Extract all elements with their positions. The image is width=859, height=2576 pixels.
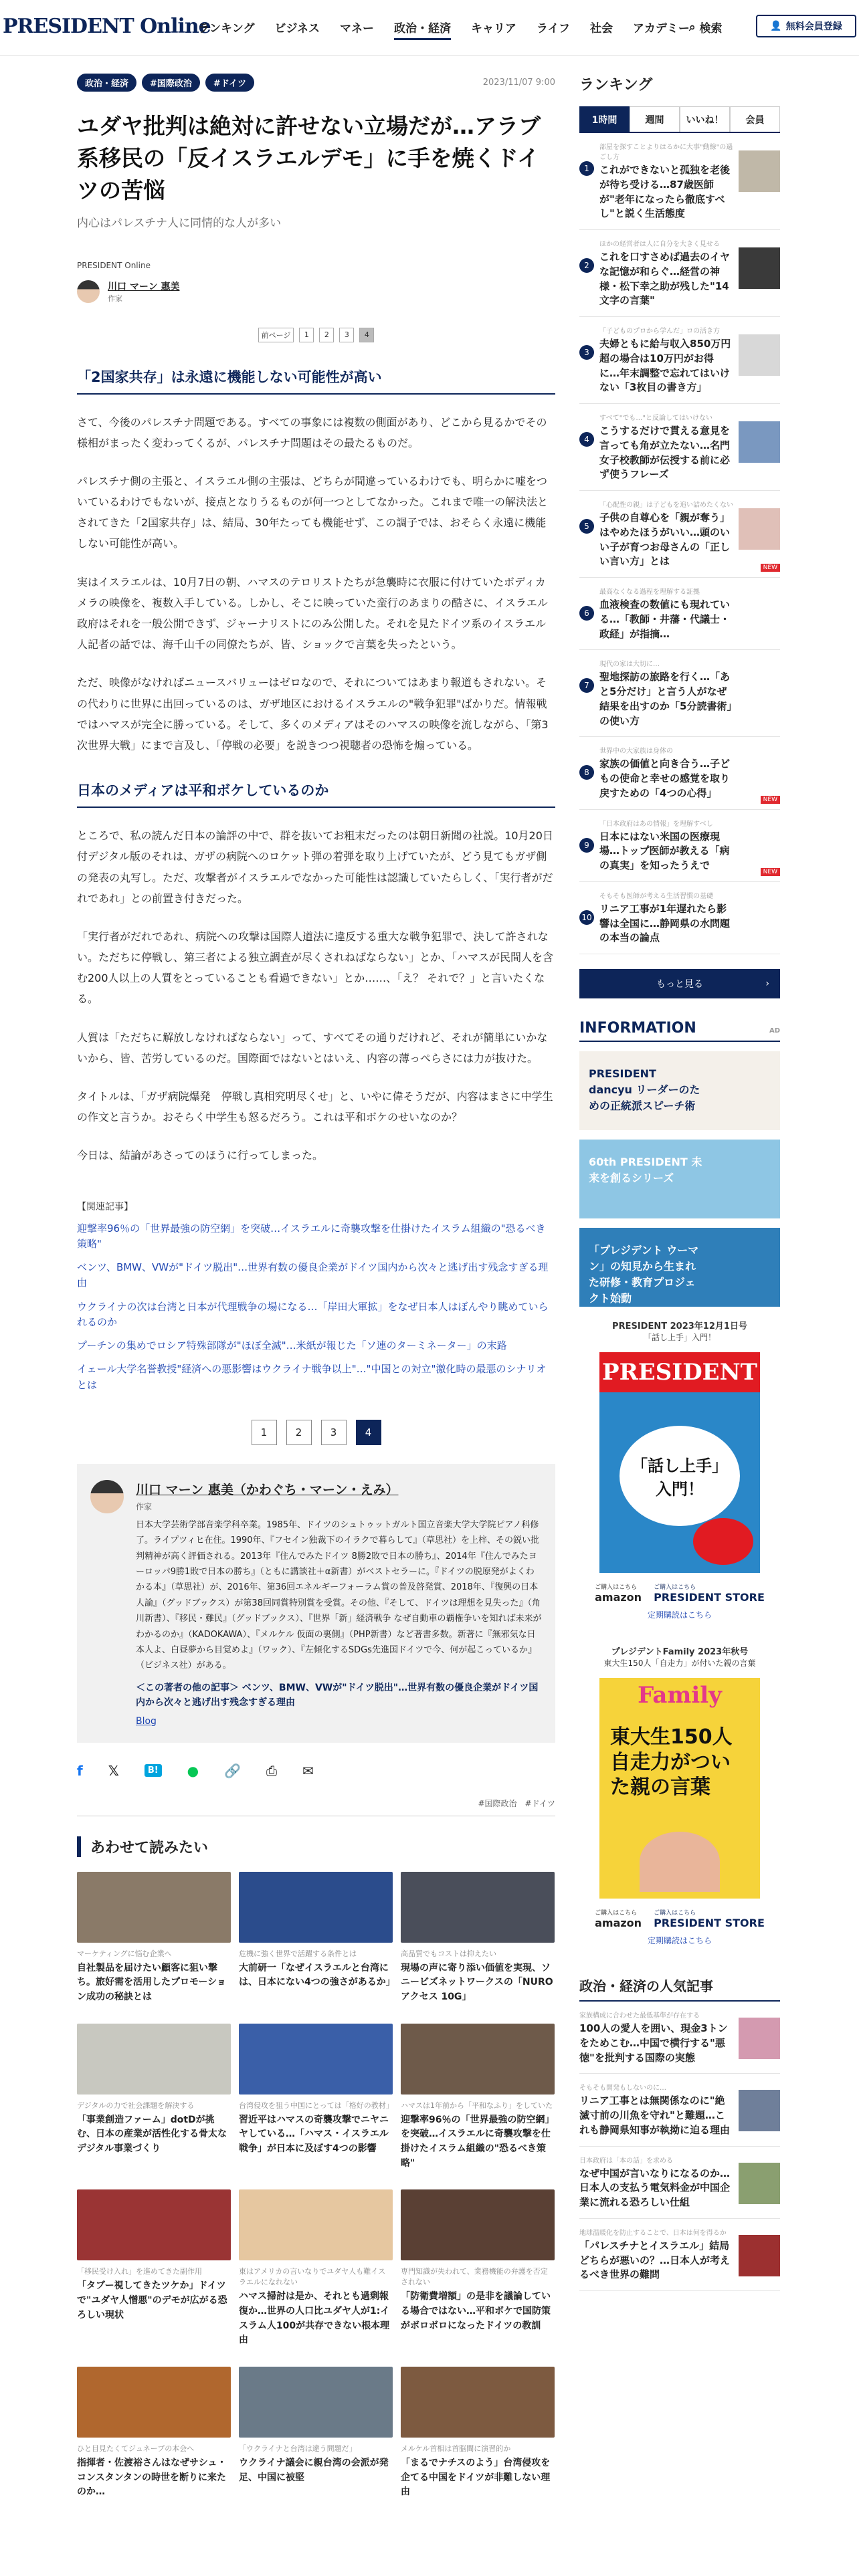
card-title: ウクライナ議会に親台湾の会派が発足、中国に被堅 <box>239 2458 389 2483</box>
search-icon: ⌕ <box>689 20 696 34</box>
ranking-item[interactable] <box>579 882 780 954</box>
amazon-label-1: amazon <box>595 1591 642 1604</box>
site-logo[interactable]: PRESIDENT Online <box>3 15 211 38</box>
popular-lead: 地球温暖化を防止することで、日本は何を得るか <box>579 2229 727 2237</box>
ranking-lead: 世界中の大家族は身体の <box>599 748 673 756</box>
popular-item[interactable] <box>579 2002 780 2074</box>
also-read-card[interactable] <box>239 2024 393 2171</box>
pager-page-button[interactable]: 3 <box>339 328 354 342</box>
card-thumbnail <box>77 2189 231 2260</box>
magazine-1-cover[interactable] <box>599 1352 760 1573</box>
ranking-lead: ほかの経営者は人に自分を大きく見せる <box>599 241 720 248</box>
also-read-card[interactable] <box>77 2367 231 2500</box>
magazine-2-cover[interactable] <box>599 1678 760 1899</box>
ranking-list <box>579 133 780 954</box>
ranking-title: こうするだけで貫える意見を言っても角が立たない…名門女子校教師が伝授する前に必ず使うフレーズ <box>599 425 731 481</box>
card-thumbnail <box>77 2024 231 2095</box>
hashtags[interactable]: #国際政治 #ドイツ <box>77 1798 555 1816</box>
info-banners <box>579 1051 780 1307</box>
card-lead: 東はアメリカの言いなりでユダヤ人も難イスラエルになれない <box>239 2267 386 2287</box>
ranking-lead: 最高なくなる過程を理解する証拠 <box>599 588 700 596</box>
pager-page-button[interactable]: 1 <box>299 328 314 342</box>
ranking-item[interactable] <box>579 317 780 404</box>
magazine-2-photo <box>640 1832 720 1892</box>
ranking-title: 家族の価値と向き合う…子どもの使命と幸せの感覚を取り戻すための「4つの心得」 <box>599 758 731 799</box>
hatena-icon[interactable]: B! <box>145 1764 162 1777</box>
card-thumbnail <box>401 2189 555 2260</box>
magazine-1-title: PRESIDENT 2023年12月1日号 <box>612 1321 747 1331</box>
magazine-2-masthead: Family <box>638 1682 722 1709</box>
popular-text <box>579 2010 732 2065</box>
chevron-right-icon: › <box>765 978 769 989</box>
card-lead: 「ウクライナと台湾は違う問題だ」 <box>239 2444 357 2454</box>
info-banner[interactable] <box>579 1140 780 1218</box>
register-button[interactable] <box>756 15 856 37</box>
ranking-number: 10 <box>579 910 594 925</box>
register-label: 無料会員登録 <box>785 21 842 32</box>
search-button[interactable] <box>689 19 723 35</box>
ad-label: AD <box>769 1027 780 1035</box>
pager-page-button[interactable]: 2 <box>319 328 334 342</box>
body-paragraph: ところで、私の読んだ日本の論評の中で、群を抜いてお粗末だったのは朝日新聞の社説。10月20日付デジタル版のそれは、ガザの病院へのロケット弾の着弾を取り上げていたが、どう見てもガザ側の発表の丸写し。ただ、攻撃者がイスラエルでなかった可能性は認識していたらしく、「実行者がだれであれ」との前置き付きだった。 <box>77 829 553 905</box>
popular-item[interactable] <box>579 2147 780 2219</box>
search-label: 検索 <box>699 22 723 35</box>
site-header <box>0 0 859 56</box>
ranking-item[interactable] <box>579 737 780 809</box>
ranking-item[interactable] <box>579 578 780 650</box>
also-read-card[interactable] <box>239 2189 393 2348</box>
banner-label: 60th PRESIDENT 未来を創るシリーズ <box>589 1156 702 1184</box>
nav-item[interactable]: 社会 <box>589 22 613 35</box>
magazine-1-badge <box>693 1518 753 1565</box>
publish-date: 2023/11/07 9:00 <box>482 78 555 88</box>
article-source: PRESIDENT Online <box>77 260 151 270</box>
magazine-2-caption <box>579 1644 780 1669</box>
ranking-lead: そもそも医師が考える生活習慣の基礎 <box>599 892 713 900</box>
profile-more-link[interactable]: ＜この著者の他の記事＞ ベンツ、BMW、VWが"ドイツ脱出"…世界有数の優良企業がドイツ国内から次々と逃げ出す残念すぎる理由 <box>136 1682 539 1709</box>
magazine-2-stores <box>579 1908 780 1929</box>
body-paragraph: 人質は「ただちに解放しなければならない」って、すべてその通りだけれど、それが簡単にいかないから、皆、苦労しているのだ。国際面ではないとはいえ、内容の薄っぺらさには力が抜けた。 <box>77 1031 548 1065</box>
also-read-grid <box>77 1872 555 2500</box>
popular-thumbnail <box>739 2018 780 2059</box>
also-read-card[interactable] <box>401 2367 555 2500</box>
popular-text <box>579 2155 732 2210</box>
profile-avatar <box>90 1480 124 1513</box>
card-lead: 高品質でもコストは抑えたい <box>401 1949 496 1958</box>
ranking-lead: すべて"でも…"と反論してはいけない <box>599 415 712 422</box>
ranking-item[interactable] <box>579 133 780 230</box>
banner-label: 「プレジデント ウーマン」の知見から生まれた研修・教育プロジェクト始動 <box>589 1244 699 1305</box>
pager-prev-button[interactable]: 前ページ <box>258 328 294 342</box>
tag-badge[interactable]: #ドイツ <box>205 74 254 92</box>
ranking-text <box>599 238 733 308</box>
new-badge: NEW <box>761 564 780 572</box>
ranking-tab[interactable]: 1時間 <box>579 106 630 132</box>
ranking-item[interactable] <box>579 810 780 882</box>
popular-lead: 家族構成に合わせた最低基準が存在する <box>579 2012 700 2020</box>
ranking-number: 9 <box>579 838 594 853</box>
card-thumbnail <box>239 2189 393 2260</box>
body-paragraph: 今日は、結論があさってのほうに行ってしまった。 <box>77 1149 324 1162</box>
ranking-item[interactable] <box>579 650 780 737</box>
print-icon[interactable]: ⎙ <box>266 1762 278 1779</box>
ranking-tab[interactable]: 週間 <box>630 106 680 132</box>
ranking-lead: 部屋を探すことよりはるかに大事"動線"の過ごし方 <box>599 144 733 161</box>
popular-lead: 日本政府は「本の話」を求める <box>579 2157 673 2165</box>
also-read-card[interactable] <box>401 2024 555 2171</box>
popular-thumbnail <box>739 2090 780 2131</box>
nav-item[interactable]: 政治・経済 <box>394 19 451 40</box>
also-read-card[interactable] <box>401 1872 555 2005</box>
pager-page-button[interactable]: 2 <box>286 1420 312 1445</box>
share-bar <box>77 1763 555 1779</box>
popular-text <box>579 2082 732 2137</box>
card-lead: 危機に強く世界で活躍する条件とは <box>239 1949 357 1958</box>
card-thumbnail <box>401 2367 555 2438</box>
store-label-1: PRESIDENT STORE <box>654 1591 765 1604</box>
popular-title: なぜ中国が言いなりになるのか…日本人の支払う電気料金が中国企業に流れる恐ろしい仕組 <box>579 2167 731 2208</box>
amazon-link-1[interactable] <box>595 1582 642 1604</box>
ranking-thumbnail <box>739 247 780 289</box>
ranking-thumbnail <box>739 667 780 709</box>
pager-page-button[interactable]: 3 <box>321 1420 347 1445</box>
profile-role: 作家 <box>136 1501 153 1511</box>
related-link[interactable]: イェール大学名誉教授"経済への悪影響はウクライナ戦争以上"…"中国との対立"激化時の最悪のシナリオとは <box>77 1363 547 1391</box>
store-label-2: PRESIDENT STORE <box>654 1917 765 1929</box>
info-title: INFORMATION <box>579 1020 696 1037</box>
card-thumbnail <box>239 2367 393 2438</box>
ranking-tab[interactable]: 会員 <box>730 106 780 132</box>
card-title: 習近平はハマスの奇襲攻撃でニヤニヤしている…「ハマス・イスラエル戦争」が日本に及ぼす4つの影響 <box>239 2114 389 2154</box>
related-list <box>77 1221 555 1393</box>
related-articles <box>77 1200 555 1393</box>
ranking-item[interactable] <box>579 404 780 491</box>
ranking-title: リニア工事が1年遅れたら影響は全国に…静岡県の水問題の本当の論点 <box>599 902 731 944</box>
amazon-small-1: ご購入はこちら <box>595 1584 638 1591</box>
info-banner[interactable] <box>579 1051 780 1130</box>
body-paragraph: さて、今後のパレスチナ問題である。すべての事象には複数の側面があり、どこから見るかでその様相がまったく変わってくるが、パレスチナ問題はその最たるものだ。 <box>77 415 547 449</box>
amazon-label-2: amazon <box>595 1917 642 1929</box>
body-paragraph: タイトルは、「ガザ病院爆発 停戦し真相究明尽くせ」と、いやに偉そうだが、内容はまさに中学生の作文と言うか。おそらく中学生も怒るだろう。これは平和ボケのせいなのか？ <box>77 1090 553 1124</box>
card-thumbnail <box>401 2024 555 2095</box>
pager-page-button[interactable]: 1 <box>252 1420 277 1445</box>
card-lead: ハマスは1年前から「平和なふり」をしていた <box>401 2101 553 2110</box>
ranking-heading: ランキング <box>579 77 653 94</box>
ranking-number: 7 <box>579 678 594 693</box>
card-title: 指揮者・佐渡裕さんはなぜサシュ・コンスタンタンの時世を断りに来たのか… <box>77 2458 227 2498</box>
ranking-text <box>599 818 733 873</box>
ranking-thumbnail <box>739 334 780 376</box>
popular-list <box>579 2002 780 2291</box>
president-store-link-1[interactable] <box>654 1582 765 1604</box>
main-nav <box>198 19 690 40</box>
ranking-text <box>599 499 733 569</box>
body-paragraph: 実はイスラエルは、10月7日の朝、ハマスのテロリストたちが急襲時に衣服に付けていたボディカメラの映像を、複数入手している。しかし、そこに映っていた蛮行のあまりの酷さに、イスラエル政府はそれを一般公開できず、ジャーナリストにのみ公開した。それを見たドイツ系のイスラエル人記者の話では、海千山千の同僚たちが、皆、ショックで言葉を失ったという。 <box>77 575 548 651</box>
ranking-lead: 「日本政府はあの情報」を理解すべし <box>599 820 713 828</box>
card-thumbnail <box>401 1872 555 1943</box>
user-icon: 👤 <box>770 21 782 31</box>
magazine-1-masthead: PRESIDENT <box>599 1352 760 1392</box>
nav-item[interactable]: ライフ <box>537 22 570 35</box>
card-thumbnail <box>77 1872 231 1943</box>
card-lead: ひと目見たくてジュネーブの本会へ <box>77 2444 195 2454</box>
ranking-title: これを口すさめば過去のイヤな記憶が和らぐ…経営の神様・松下幸之助が残した"14文字の言葉" <box>599 251 731 307</box>
author-row[interactable] <box>77 280 555 304</box>
card-title: 「防衛費増額」の是非を議論している場合ではない…平和ボケで国防策がボロボロになったドイツの教訓 <box>401 2291 551 2331</box>
related-link[interactable]: ベンツ、BMW、VWが"ドイツ脱出"…世界有数の優良企業がドイツ国内から次々と逃げ出す残念すぎる理由 <box>77 1261 549 1289</box>
related-link[interactable]: ウクライナの次は台湾と日本が代理戦争の場になる…「岸田大軍拡」をなぜ日本人はぼんやり眺めていられるのか <box>77 1300 549 1328</box>
article-column <box>77 74 555 2500</box>
ranking-thumbnail <box>739 150 780 192</box>
ranking-number: 8 <box>579 765 594 780</box>
ranking-thumbnail <box>739 508 780 550</box>
ranking-tabs <box>579 106 780 133</box>
popular-item[interactable] <box>579 2074 780 2146</box>
ranking-text <box>599 141 733 221</box>
card-lead: メルケル首相は首脳間に演習的か <box>401 2444 511 2454</box>
profile-bio: 日本大学芸術学部音楽学科卒業。1985年、ドイツのシュトゥットガルト国立音楽大学大学院ピアノ科修了。ライプツィヒ在住。1990年、『フセイン独裁下のイラクで暮らして』（草思社）を上梓、その鋭い批判精神が高く評価される。2013年『住んでみたドイツ 8勝2敗で日本の勝ち』、2014年『住んでみたヨーロッパ9勝1敗で日本の勝ち』（ともに講談社＋α新書）がベストセラーに。『ドイツの脱原発がよくわかる本』（草思社）が、2016年、第36回エネルギーフォーラム賞の普及啓発賞、2018年、『復興の日本人論』（グッドブックス）が第38回同賞特別賞を受賞。その他、『そして、ドイツは理想を見失った』（角川新書）、『移民・難民』（グッドブックス）、『世界「新」経済戦争 なぜ自動車の覇権争いを知れば未来がわかるのか』（KADOKAWA）、『メルケル 仮面の裏側』（PHP新書）など著書多数。新著に『無邪気な日本人よ、白昼夢から目覚めよ』（ワック）、『左傾化するSDGs先進国ドイツで今、何が起こっているか』（ビジネス社）がある。 <box>136 1519 542 1671</box>
card-lead: 「移民受け入れ」を進めてきた副作用 <box>77 2267 202 2276</box>
pager-top <box>77 328 555 342</box>
ranking-thumbnail <box>739 421 780 463</box>
magazine-2-title: プレジデントFamily 2023年秋号 <box>611 1647 749 1657</box>
pager-page-button[interactable]: 4 <box>356 1420 381 1445</box>
magazine-1-stores <box>579 1582 780 1604</box>
pager-bottom <box>77 1420 555 1445</box>
link-icon[interactable]: 🔗 <box>224 1762 242 1779</box>
amazon-link-2[interactable] <box>595 1908 642 1929</box>
banner-label: PRESIDENT dancyu リーダーのための正統派スピーチ術 <box>589 1067 700 1112</box>
also-read-card[interactable] <box>239 1872 393 2005</box>
ranking-thumbnail <box>739 754 780 796</box>
author-role: 作家 <box>108 294 122 303</box>
popular-title: 100人の愛人を囲い、現金3トンをためこむ…中国で横行する"悪徳"を批判する国際の実態 <box>579 2022 728 2064</box>
body-paragraph: 「実行者がだれであれ、病院への攻撃は国際人道法に違反する重大な戦争犯罪で、決して許されない。ただちに停戦し、第三者による独立調査が尽くされねばならない」とか、「ハマスが民間人を含む200人以上の人質をとっていることも看過できない」とか……、「え？ それで？」と言いたくなる。 <box>77 930 554 1006</box>
x-icon[interactable]: 𝕏 <box>108 1762 119 1779</box>
card-title: 迎撃率96％の「世界最強の防空網」を突破…イスラエルに奇襲攻撃を仕掛けたイスラム組織の"恐るべき策略" <box>401 2114 555 2169</box>
subscribe-link-2[interactable]: 定期購読はこちら <box>647 1936 712 1945</box>
card-title: 「事業創造ファーム」dotDが挑む、日本の産業が活性化する骨太なデジタル事業づくり <box>77 2114 227 2154</box>
related-link[interactable]: 迎撃率96％の「世界最強の防空網」を突破…イスラエルに奇襲攻撃を仕掛けたイスラム組織の"恐るべき策略" <box>77 1222 546 1250</box>
profile-blog-link[interactable]: Blog <box>136 1715 157 1727</box>
card-thumbnail <box>239 1872 393 1943</box>
article-body <box>77 366 555 1166</box>
ranking-lead: 「心配性の親」は子どもを追い詰めたくない <box>599 502 733 509</box>
ranking-number: 3 <box>579 345 594 360</box>
card-lead: マーケティングに悩む企業へ <box>77 1949 172 1958</box>
tag-badge[interactable]: 政治・経済 <box>77 74 136 92</box>
ranking-lead: 現代の家は大切に… <box>599 661 660 669</box>
related-link[interactable]: プーチンの集めでロシア特殊部隊が"ほぼ全滅"…米紙が報じた「ソ連のターミネーター」の末路 <box>77 1339 507 1352</box>
amazon-small-2: ご購入はこちら <box>595 1910 638 1917</box>
nav-item[interactable]: ランキング <box>198 22 255 35</box>
article-subtitle: 内心はパレスチナ人に同情的な人が多い <box>77 216 282 230</box>
also-read-card[interactable] <box>77 1872 231 2005</box>
card-thumbnail <box>77 2367 231 2438</box>
more-label: もっと見る <box>656 979 703 990</box>
profile-name[interactable]: 川口 マーン 惠美（かわぐち・マーン・えみ） <box>136 1482 399 1497</box>
popular-thumbnail <box>739 2235 780 2276</box>
ranking-more-button[interactable] <box>579 969 780 998</box>
magazine-1-caption <box>579 1319 780 1343</box>
ranking-tab[interactable]: いいね！ <box>680 106 730 132</box>
ranking-text <box>599 745 733 800</box>
popular-title: 「パレスチナとイスラエル」結局どちらが悪いの？…日本人が考えるべき世界の難問 <box>579 2239 731 2281</box>
ranking-text <box>599 890 733 946</box>
magazine-1-headline: 「話し上手」入門！ <box>619 1426 740 1526</box>
card-title: 「タブー視してきたツケか」ドイツで"ユダヤ人憎悪"のデモが広がる恐ろしい現状 <box>77 2280 227 2321</box>
nav-item[interactable]: キャリア <box>471 22 516 35</box>
card-lead: デジタルの力で社会課題を解決する <box>77 2101 195 2110</box>
section-heading: 日本のメディアは平和ボケしているのか <box>77 780 555 808</box>
card-thumbnail <box>239 2024 393 2095</box>
ranking-text <box>599 658 733 728</box>
ranking-text <box>599 412 733 482</box>
sidebar <box>579 74 780 2291</box>
ranking-text <box>599 586 733 641</box>
popular-heading: 政治・経済の人気記事 <box>579 1975 780 2002</box>
subscribe-link-1[interactable]: 定期購読はこちら <box>647 1610 712 1620</box>
popular-lead: そもそも開発もしないのに… <box>579 2084 666 2092</box>
also-read-heading: あわせて読みたい <box>77 1836 555 1857</box>
facebook-icon[interactable]: f <box>77 1762 83 1779</box>
body-paragraph: ただ、映像がなければニュースバリューはゼロなので、それについてはあまり報道もされない。その代わりに世界に出回っているのは、ガザ地区におけるイスラエルの"戦争犯罪"ばかりだ。情報戦ではハマスが完全に勝っている。そして、多くのメディアはそのハマスの映像を流しながら、「第3次世界大戦」にまで言及し、「停戦の必要」を説きつつ視聴者の恐怖を煽っている。 <box>77 676 549 752</box>
ranking-number: 1 <box>579 161 594 176</box>
nav-item[interactable]: アカデミー <box>632 22 690 35</box>
magazine-2-headline: 東大生150人自走力がついた親の言葉 <box>610 1725 733 1799</box>
author-profile <box>77 1464 555 1743</box>
ranking-thumbnail <box>739 827 780 869</box>
ranking-title: 子供の自尊心を「親が奪う」はやめたほうがいい…頭のいい子が育つお母さんの「正しい言い方」とは <box>599 512 731 568</box>
nav-item[interactable]: ビジネス <box>274 22 320 35</box>
info-heading <box>579 1020 780 1042</box>
tag-badge[interactable]: #国際政治 <box>142 74 200 92</box>
card-title: 現場の声に寄り添い価値を実現、ソニービズネットワークスの「NUROアクセス 10G」 <box>401 1962 553 2002</box>
popular-thumbnail <box>739 2163 780 2204</box>
article-meta <box>77 74 555 92</box>
new-badge: NEW <box>761 868 780 876</box>
store-small-2: ご購入はこちら <box>654 1910 696 1917</box>
ranking-number: 4 <box>579 432 594 447</box>
author-name[interactable]: 川口 マーン 惠美 <box>108 281 180 292</box>
ranking-number: 2 <box>579 258 594 273</box>
card-lead: 専門知識が失われて、業務機能の弁護を否定されない <box>401 2267 548 2287</box>
new-badge: NEW <box>761 796 780 804</box>
ranking-number: 6 <box>579 606 594 621</box>
popular-title: リニア工事とは無関係なのに"絶滅寸前の川魚を守れ"と難題…これも静岡県知事が執拗に迫る理由 <box>579 2095 731 2136</box>
ranking-item[interactable] <box>579 230 780 317</box>
line-icon[interactable]: ● <box>187 1762 199 1779</box>
ranking-thumbnail <box>739 899 780 941</box>
also-read-card[interactable] <box>401 2189 555 2348</box>
nav-item[interactable]: マネー <box>340 22 374 35</box>
pager-page-button[interactable]: 4 <box>359 328 374 342</box>
body-paragraph: パレスチナ側の主張と、イスラエル側の主張は、どちらが間違っているわけでも、明らかに嘘をついているわけでもないが、接点となりうるものが何一つとしてなかった。これまで唯一の解決法とされてきた「2国家共存」は、結局、30年たっても機能せず、この調子では、おそらく永遠に機能しない可能性が高い。 <box>77 474 549 550</box>
ranking-title: 夫婦ともに給与収入850万円超の場合は10万円がお得に…年末調整で忘れてはいけない「3枚目の書き方」 <box>599 338 731 394</box>
also-read-card[interactable] <box>239 2367 393 2500</box>
ranking-lead: 「子どものプロから学んだ」ロの活き方 <box>599 328 720 335</box>
ranking-title: 聖地探訪の旅路を行く…「あと5分だけ」と言う人がなぜ結果を出すのか「5分読書術」の使い方 <box>599 671 732 727</box>
info-banner[interactable] <box>579 1228 780 1307</box>
card-title: 「まるでナチスのよう」台湾侵攻を企てる中国をドイツが非難しない理由 <box>401 2458 551 2498</box>
card-title: 大前研一「なぜイスラエルと台湾には、日本にない4つの強さがあるか」 <box>239 1962 395 1988</box>
ranking-text <box>599 325 733 395</box>
related-heading: 【関連記事】 <box>77 1201 133 1212</box>
article-title: ユダヤ批判は絶対に許せない立場だが…アラブ系移民の「反イスラエルデモ」に手を焼くドイツの苦悩 <box>77 113 541 203</box>
store-small-1: ご購入はこちら <box>654 1584 696 1591</box>
magazine-1-sub: 「話し上手」入門！ <box>643 1333 716 1342</box>
ranking-number: 5 <box>579 519 594 534</box>
card-title: 自社製品を届けたい顧客に狙い撃ち。旅好需を活用したプロモーション成功の秘訣とは <box>77 1962 226 2002</box>
ranking-title: 血液検査の数値にも現れている…「教師・井藩・代議士・政経」が指摘… <box>599 599 731 640</box>
ranking-title: これができないと孤独を老後が待ち受ける…87歳医師が"老年になったら徹底すべし"と説く生活態度 <box>599 164 731 220</box>
ranking-title: 日本にはない米国の医療現場…トップ医師が教える「病の真実」を知ったうえで <box>599 830 730 871</box>
popular-item[interactable] <box>579 2219 780 2291</box>
magazine-2-sub: 東大生150人「自走力」が付いた親の言葉 <box>603 1658 756 1668</box>
author-avatar <box>77 280 100 303</box>
also-read-card[interactable] <box>77 2024 231 2171</box>
ranking-item[interactable] <box>579 491 780 578</box>
card-title: ハマス掃討は是か、それとも過剰報復か…世界の人口比ユダヤ人が1:イスラム人100が共存できない根本理由 <box>239 2291 390 2346</box>
mail-icon[interactable]: ✉ <box>302 1762 314 1779</box>
section-heading: 「2国家共存」は永遠に機能しない可能性が高い <box>77 366 555 395</box>
ranking-thumbnail <box>739 595 780 637</box>
popular-text <box>579 2227 732 2282</box>
also-read-card[interactable] <box>77 2189 231 2348</box>
president-store-link-2[interactable] <box>654 1908 765 1929</box>
card-lead: 台湾侵攻を狙う中国にとっては「格好の教材」 <box>239 2101 393 2110</box>
